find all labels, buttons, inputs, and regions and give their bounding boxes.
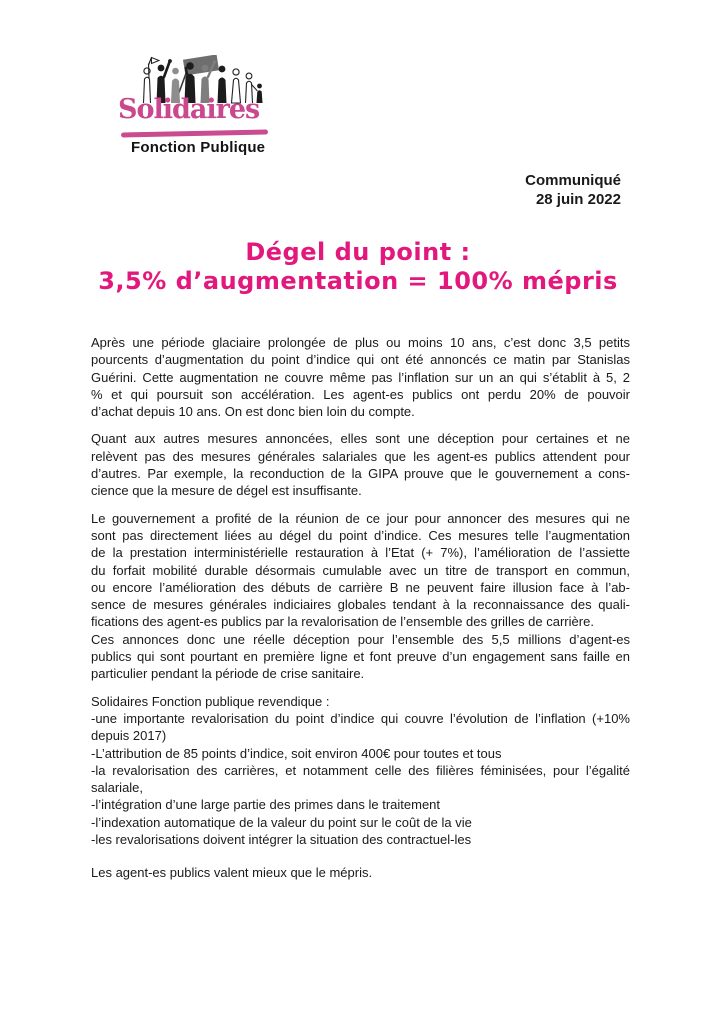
text-line: depuis 2017) (91, 728, 167, 744)
text-line: -les revalorisations doivent intégrer la situation des contractuel-les (91, 832, 472, 848)
text-line: particulier pendant la période de crise sanitaire. (91, 666, 365, 682)
text-line: sence de mesures générales indiciaires globales tendant à la reconnaissance des quali- (91, 597, 630, 613)
text-line: Quant aux autres mesures annoncées, elles sont une déception pour certaines et ne (91, 431, 630, 447)
text-line: cience que la mesure de dégel est insuffisante. (91, 483, 362, 499)
text-line: d’autres. Par exemple, la reconduction de la GIPA prouve que le gouvernement a cons- (91, 466, 630, 482)
demand-item-3 (91, 762, 630, 797)
small-flag-icon (149, 58, 160, 66)
paragraph-2 (91, 430, 630, 499)
doc-type-label: Communiqué (525, 172, 621, 189)
document-header (525, 171, 621, 209)
text-line: Solidaires Fonction publique revendique : (91, 693, 330, 709)
text-line: Guérini. Cette augmentation ne couvre même pas l’inflation sur un an qui s’établit à 5, 2 (91, 369, 630, 385)
page-title (0, 238, 716, 296)
text-line: -L’attribution de 85 points d’indice, soit environ 400€ pour toutes et tous (91, 745, 502, 761)
protest-banner-icon (177, 55, 219, 98)
text-line: -l’intégration d’une large partie des primes dans le traitement (91, 797, 441, 813)
text-line: % et qui poursuit son accélération. Les agent-es publics ont perdu 20% de pouvoir (91, 386, 630, 402)
solidaires-logo (118, 52, 274, 158)
text-line: salariale, (91, 780, 144, 796)
logo-underline (121, 129, 268, 137)
text-line: du forfait mobilité durable désormais cumulable avec un titre de transport en commun, (91, 562, 630, 578)
text-line: de la prestation interministérielle restauration à l’Etat (+ 7%), l’amélioration de l’assiette (91, 545, 630, 561)
demand-item-4 (91, 796, 630, 813)
demand-item-1 (91, 710, 630, 745)
demands-intro (91, 693, 630, 710)
text-line: ou encore l’amélioration des débuts de carrière B ne peuvent faire illusion face à l’ab- (91, 579, 630, 595)
demand-item-6 (91, 831, 630, 848)
text-line: d’achat depuis 10 ans. On est donc bien loin du compte. (91, 404, 415, 420)
demand-item-2 (91, 745, 630, 762)
paragraph-1 (91, 334, 630, 420)
text-line: relèvent pas des mesures générales salariales que les agent-es publics attendent pour (91, 448, 630, 464)
text-line: -la revalorisation des carrières, et notamment celle des filières féminisées, pour l’égalité (91, 762, 630, 778)
text-line: Après une période glaciaire prolongée de plus ou moins 10 ans, c’est donc 3,5 petits (91, 335, 630, 350)
text-line: -l’indexation automatique de la valeur du point sur le coût de la vie (91, 814, 472, 830)
title-line-1: Dégel du point : (245, 238, 471, 266)
text-line: publics qui sont pourtant en première ligne et font preuve d’un engagement sans faille en (91, 649, 630, 665)
logo-brand-text: Solidaires (118, 94, 260, 125)
closing-statement (91, 864, 630, 881)
demand-item-5 (91, 814, 630, 831)
text-line: -une importante revalorisation du point d’indice qui couvre l’évolution de l’inflation (+10% (91, 710, 630, 726)
paragraph-3 (91, 510, 630, 631)
text-line: Le gouvernement a profité de la réunion de ce jour pour annoncer des mesures qui ne (91, 510, 630, 526)
paragraph-4 (91, 631, 630, 683)
document-body (91, 334, 630, 882)
doc-date: 28 juin 2022 (535, 191, 621, 208)
title-line-2: 3,5% d’augmentation = 100% mépris (98, 267, 618, 295)
text-line: Les agent-es publics valent mieux que le mépris. (91, 865, 373, 881)
logo-subtitle-text: Fonction Publique (131, 139, 266, 156)
text-line: pourcents d’augmentation du point d’indice qui ont été annoncés ce matin par Stanislas (91, 352, 630, 368)
text-line: Ces annonces donc une réelle déception pour l’ensemble des 5,5 millions d’agent-es (91, 631, 630, 647)
text-line: fications des agent-es publics par la revalorisation de l’ensemble des grilles de carrière. (91, 614, 594, 630)
text-line: sont pas directement liées au dégel du point d’indice. Ces mesures telle l’augmentation (91, 527, 630, 543)
